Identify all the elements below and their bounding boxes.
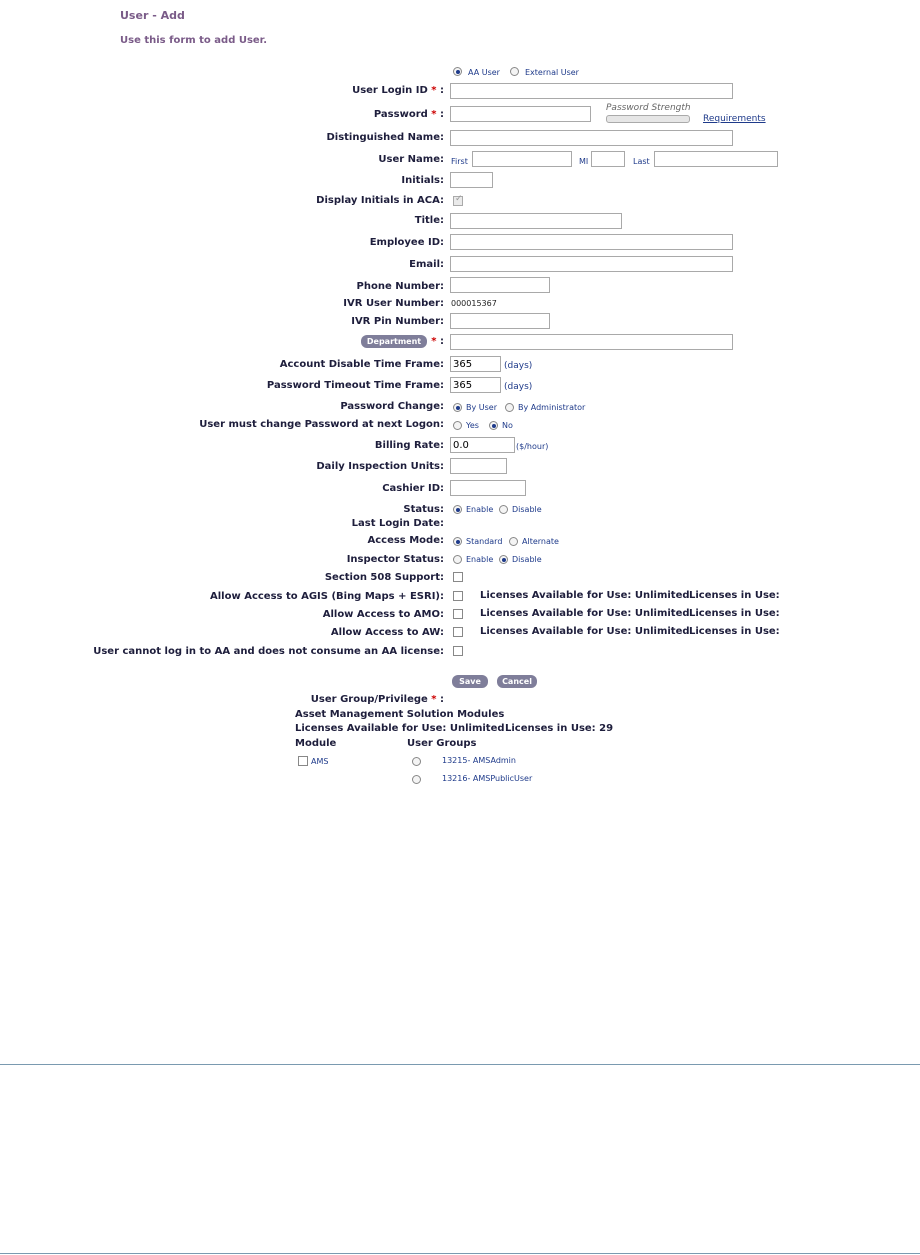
aa-user-radio[interactable] [453, 67, 462, 76]
password-change-label: Password Change: [340, 401, 444, 412]
access-mode-alternate-label: Alternate [522, 537, 559, 546]
amo-checkbox[interactable] [453, 609, 463, 619]
external-user-label: External User [525, 68, 579, 77]
account-disable-unit: (days) [504, 361, 533, 371]
inspector-disable-label: Disable [512, 555, 542, 564]
ivr-user-number-label: IVR User Number: [343, 298, 444, 309]
no-login-label: User cannot log in to AA and does not consume an AA license: [93, 646, 444, 657]
email-input[interactable] [450, 256, 733, 272]
must-change-no-radio[interactable] [489, 421, 498, 430]
cashier-id-input[interactable] [450, 480, 526, 496]
status-disable-radio[interactable] [499, 505, 508, 514]
password-change-by-user-label: By User [466, 403, 497, 412]
group-amsadmin-radio[interactable] [412, 757, 421, 766]
aw-licenses-in-use: Licenses in Use: [689, 626, 780, 637]
distinguished-name-input[interactable] [450, 130, 733, 146]
aa-user-label: AA User [468, 68, 500, 77]
must-change-yes-label: Yes [466, 421, 479, 430]
agis-checkbox[interactable] [453, 591, 463, 601]
module-column-header: Module [295, 738, 337, 749]
distinguished-name-label: Distinguished Name: [326, 132, 444, 143]
aw-licenses-available: Licenses Available for Use: Unlimited [480, 626, 690, 637]
access-mode-alternate-radio[interactable] [509, 537, 518, 546]
password-input[interactable] [450, 106, 591, 122]
inspector-disable-radio[interactable] [499, 555, 508, 564]
password-change-by-user-radio[interactable] [453, 403, 462, 412]
department-button[interactable]: Department [361, 335, 427, 348]
billing-rate-unit: ($/hour) [516, 442, 549, 451]
department-input[interactable] [450, 334, 733, 350]
daily-units-input[interactable] [450, 458, 507, 474]
modules-section-title: Asset Management Solution Modules [295, 709, 505, 720]
password-change-by-admin-label: By Administrator [518, 403, 586, 412]
title-label: Title: [414, 215, 444, 226]
group-amspublicuser-label: 13216- AMSPublicUser [442, 774, 533, 783]
inspector-status-label: Inspector Status: [346, 554, 444, 565]
status-label: Status: [403, 504, 444, 515]
access-mode-standard-radio[interactable] [453, 537, 462, 546]
cancel-button[interactable]: Cancel [497, 675, 537, 688]
first-name-label: First [451, 157, 468, 166]
must-change-no-label: No [502, 421, 513, 430]
external-user-radio[interactable] [510, 67, 519, 76]
aw-checkbox[interactable] [453, 627, 463, 637]
divider-top [0, 1064, 920, 1065]
account-disable-input[interactable] [450, 356, 501, 372]
department-required: * : [431, 336, 444, 347]
aw-label: Allow Access to AW: [330, 627, 444, 638]
user-group-label: User Group/Privilege * : [310, 694, 444, 705]
status-enable-label: Enable [466, 505, 494, 514]
access-mode-label: Access Mode: [367, 535, 444, 546]
modules-licenses-available: Licenses Available for Use: Unlimited [295, 723, 505, 734]
section508-checkbox[interactable] [453, 572, 463, 582]
password-timeout-input[interactable] [450, 377, 501, 393]
amo-licenses-in-use: Licenses in Use: [689, 608, 780, 619]
daily-units-label: Daily Inspection Units: [316, 461, 444, 472]
last-name-label: Last [633, 157, 650, 166]
login-id-label: User Login ID * : [352, 85, 444, 96]
page-title: User - Add [120, 9, 185, 22]
no-login-checkbox[interactable] [453, 646, 463, 656]
user-groups-column-header: User Groups [407, 738, 477, 749]
password-strength-label: Password Strength [606, 103, 691, 113]
email-label: Email: [409, 259, 444, 270]
user-name-label: User Name: [378, 154, 444, 165]
phone-input[interactable] [450, 277, 550, 293]
must-change-label: User must change Password at next Logon: [199, 419, 444, 430]
middle-initial-input[interactable] [591, 151, 625, 167]
display-initials-label: Display Initials in ACA: [316, 195, 444, 206]
title-input[interactable] [450, 213, 622, 229]
section508-label: Section 508 Support: [324, 572, 444, 583]
modules-licenses-in-use: Licenses in Use: 29 [505, 723, 614, 734]
status-disable-label: Disable [512, 505, 542, 514]
requirements-link[interactable]: Requirements [703, 114, 766, 124]
last-login-label: Last Login Date: [351, 518, 444, 529]
billing-rate-label: Billing Rate: [374, 440, 444, 451]
password-timeout-label: Password Timeout Time Frame: [266, 380, 444, 391]
ivr-pin-input[interactable] [450, 313, 550, 329]
display-initials-checkbox [453, 196, 463, 206]
password-change-by-admin-radio[interactable] [505, 403, 514, 412]
account-disable-label: Account Disable Time Frame: [279, 359, 444, 370]
last-name-input[interactable] [654, 151, 778, 167]
first-name-input[interactable] [472, 151, 572, 167]
password-label: Password * : [373, 109, 444, 120]
agis-label: Allow Access to AGIS (Bing Maps + ESRI): [210, 591, 444, 602]
login-id-input[interactable] [450, 83, 733, 99]
initials-input[interactable] [450, 172, 493, 188]
save-button[interactable]: Save [452, 675, 488, 688]
amo-label: Allow Access to AMO: [322, 609, 444, 620]
inspector-enable-radio[interactable] [453, 555, 462, 564]
ams-module-label: AMS [311, 757, 329, 766]
billing-rate-input[interactable] [450, 437, 515, 453]
ivr-user-number-value: 000015367 [451, 299, 497, 308]
agis-licenses-available: Licenses Available for Use: Unlimited [480, 590, 690, 601]
divider-bottom [0, 1253, 920, 1254]
password-strength-bar [606, 115, 690, 123]
group-amspublicuser-radio[interactable] [412, 775, 421, 784]
amo-licenses-available: Licenses Available for Use: Unlimited [480, 608, 690, 619]
phone-label: Phone Number: [356, 281, 444, 292]
must-change-yes-radio[interactable] [453, 421, 462, 430]
employee-id-input[interactable] [450, 234, 733, 250]
status-enable-radio[interactable] [453, 505, 462, 514]
ams-module-checkbox[interactable] [298, 756, 308, 766]
page-subtitle: Use this form to add User. [120, 35, 267, 46]
employee-id-label: Employee ID: [369, 237, 444, 248]
initials-label: Initials: [401, 175, 444, 186]
inspector-enable-label: Enable [466, 555, 494, 564]
agis-licenses-in-use: Licenses in Use: [689, 590, 780, 601]
ivr-pin-label: IVR Pin Number: [351, 316, 444, 327]
password-timeout-unit: (days) [504, 382, 533, 392]
group-amsadmin-label: 13215- AMSAdmin [442, 756, 516, 765]
access-mode-standard-label: Standard [466, 537, 503, 546]
middle-initial-label: MI [579, 157, 589, 166]
cashier-id-label: Cashier ID: [382, 483, 444, 494]
